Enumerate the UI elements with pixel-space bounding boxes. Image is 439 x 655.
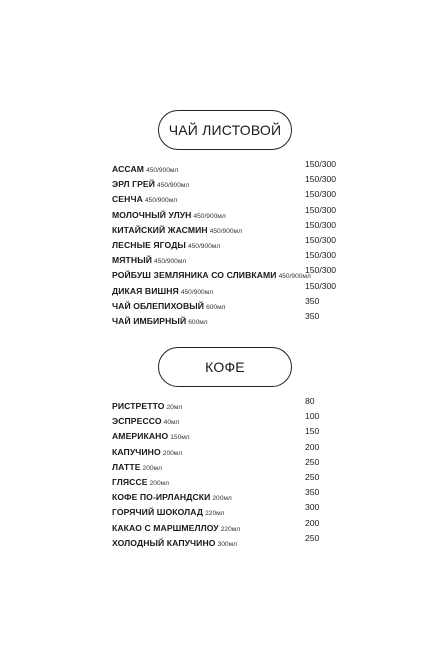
menu-item-price: 150/300: [305, 204, 337, 215]
menu-item-name: ЛЕСНЫЕ ЯГОДЫ: [112, 239, 186, 250]
menu-item-volume: 600мл: [188, 318, 208, 326]
menu-item-name: ГЛЯССЕ: [112, 476, 148, 487]
menu-item-volume: 220мл: [205, 510, 225, 518]
menu-item: [112, 518, 352, 533]
menu-item-volume: 450/900мл: [193, 212, 226, 220]
menu-item-price: 150/300: [305, 265, 337, 276]
menu-item-volume: 450/900мл: [153, 258, 187, 266]
menu-item-price: 150/300: [305, 219, 337, 230]
menu-item-price: 250: [305, 532, 320, 543]
menu-item-volume: 220мл: [220, 525, 241, 533]
menu-item-name: КИТАЙСКИЙ ЖАСМИН: [112, 224, 208, 235]
menu-item-price: 150/300: [305, 159, 337, 169]
menu-item-price: 350: [305, 487, 320, 498]
menu-item-volume: 200мл: [212, 495, 232, 503]
menu-item: [112, 250, 352, 265]
menu-item-volume: 450/900мл: [146, 167, 179, 174]
menu-item: [112, 281, 352, 296]
menu-item-price: 250: [305, 471, 320, 482]
menu-item-volume: 200мл: [162, 449, 183, 457]
section-title-coffee: [158, 347, 292, 387]
menu-item: [112, 220, 352, 235]
menu-item-volume: 450/900мл: [278, 273, 311, 281]
menu-item-price: 150/300: [305, 280, 337, 291]
menu-item-price: 150/300: [305, 174, 337, 185]
menu-item-name: КОФЕ ПО-ИРЛАНДСКИ: [112, 492, 211, 503]
menu-item-name: КАПУЧИНО: [112, 446, 161, 457]
menu-item-name: ЭСПРЕССО: [112, 416, 162, 427]
menu-item: [112, 487, 352, 502]
menu-item-volume: 200мл: [149, 479, 169, 487]
menu-item-volume: 450/900мл: [144, 197, 178, 205]
menu-item-price: 150/300: [305, 250, 337, 261]
menu-item-price: 150/300: [305, 189, 337, 200]
menu-item-name: ХОЛОДНЫЙ КАПУЧИНО: [112, 537, 216, 548]
menu-item-volume: 450/900мл: [157, 182, 190, 190]
menu-item: [112, 296, 352, 311]
menu-item-volume: 300мл: [217, 540, 237, 548]
menu-item-name: РОЙБУШ ЗЕМЛЯНИКА СО СЛИВКАМИ: [112, 270, 277, 281]
menu-item: [112, 265, 352, 280]
menu-item-price: 350: [305, 295, 320, 306]
menu-item-name: РИСТРЕТТО: [112, 401, 165, 411]
menu-item-name: ЭРЛ ГРЕЙ: [112, 179, 156, 190]
menu-item-price: 200: [305, 517, 320, 528]
menu-item: [112, 159, 352, 174]
menu-item-volume: 450/900мл: [209, 227, 242, 235]
tea-menu-list: [112, 159, 352, 326]
menu-item-name: ГОРЯЧИЙ ШОКОЛАД: [112, 507, 204, 518]
menu-item: [112, 502, 352, 517]
menu-item: [112, 442, 352, 457]
menu-item: [112, 235, 352, 250]
menu-item-price: 300: [305, 502, 320, 513]
menu-item-volume: 40мл: [163, 419, 180, 427]
menu-item-name: КАКАО С МАРШМЕЛЛОУ: [112, 522, 219, 533]
menu-item-price: 350: [305, 310, 320, 321]
menu-item-price: 150: [305, 426, 320, 437]
menu-item-volume: 200мл: [142, 464, 162, 472]
menu-item-name: АМЕРИКАНО: [112, 431, 169, 442]
menu-item-volume: 20мл: [166, 404, 183, 411]
menu-item-name: МЯТНЫЙ: [112, 255, 152, 266]
menu-item: [112, 411, 352, 426]
menu-item-name: ДИКАЯ ВИШНЯ: [112, 285, 179, 296]
menu-item-name: АССАМ: [112, 164, 145, 174]
menu-item-name: ЧАЙ ОБЛЕПИХОВЫЙ: [112, 300, 205, 311]
menu-item: [112, 205, 352, 220]
coffee-menu-list: [112, 396, 352, 548]
menu-item-price: 200: [305, 441, 320, 452]
section-title-tea: [158, 110, 292, 150]
menu-item: [112, 426, 352, 441]
menu-item: [112, 396, 352, 411]
menu-item-name: ЛАТТЕ: [112, 461, 141, 472]
menu-item: [112, 174, 352, 189]
menu-item-price: 100: [305, 411, 320, 422]
section-title-coffee-label: КОФЕ: [205, 359, 245, 375]
menu-item-volume: 150мл: [170, 434, 190, 442]
menu-item: [112, 472, 352, 487]
menu-item-price: 150/300: [305, 234, 337, 245]
menu-item-volume: 600мл: [206, 303, 226, 311]
section-title-tea-label: ЧАЙ ЛИСТОВОЙ: [168, 122, 282, 138]
menu-item-name: ЧАЙ ИМБИРНЫЙ: [112, 315, 187, 326]
menu-item-price: 250: [305, 456, 320, 467]
menu-item: [112, 533, 352, 548]
menu-item-price: 80: [305, 396, 315, 406]
menu-item: [112, 311, 352, 326]
menu-item-volume: 450/900мл: [187, 242, 221, 250]
menu-item-name: СЕНЧА: [112, 194, 143, 205]
menu-item: [112, 189, 352, 204]
menu-item: [112, 457, 352, 472]
menu-item-volume: 450/900мл: [180, 288, 214, 296]
menu-item-name: МОЛОЧНЫЙ УЛУН: [112, 209, 192, 220]
